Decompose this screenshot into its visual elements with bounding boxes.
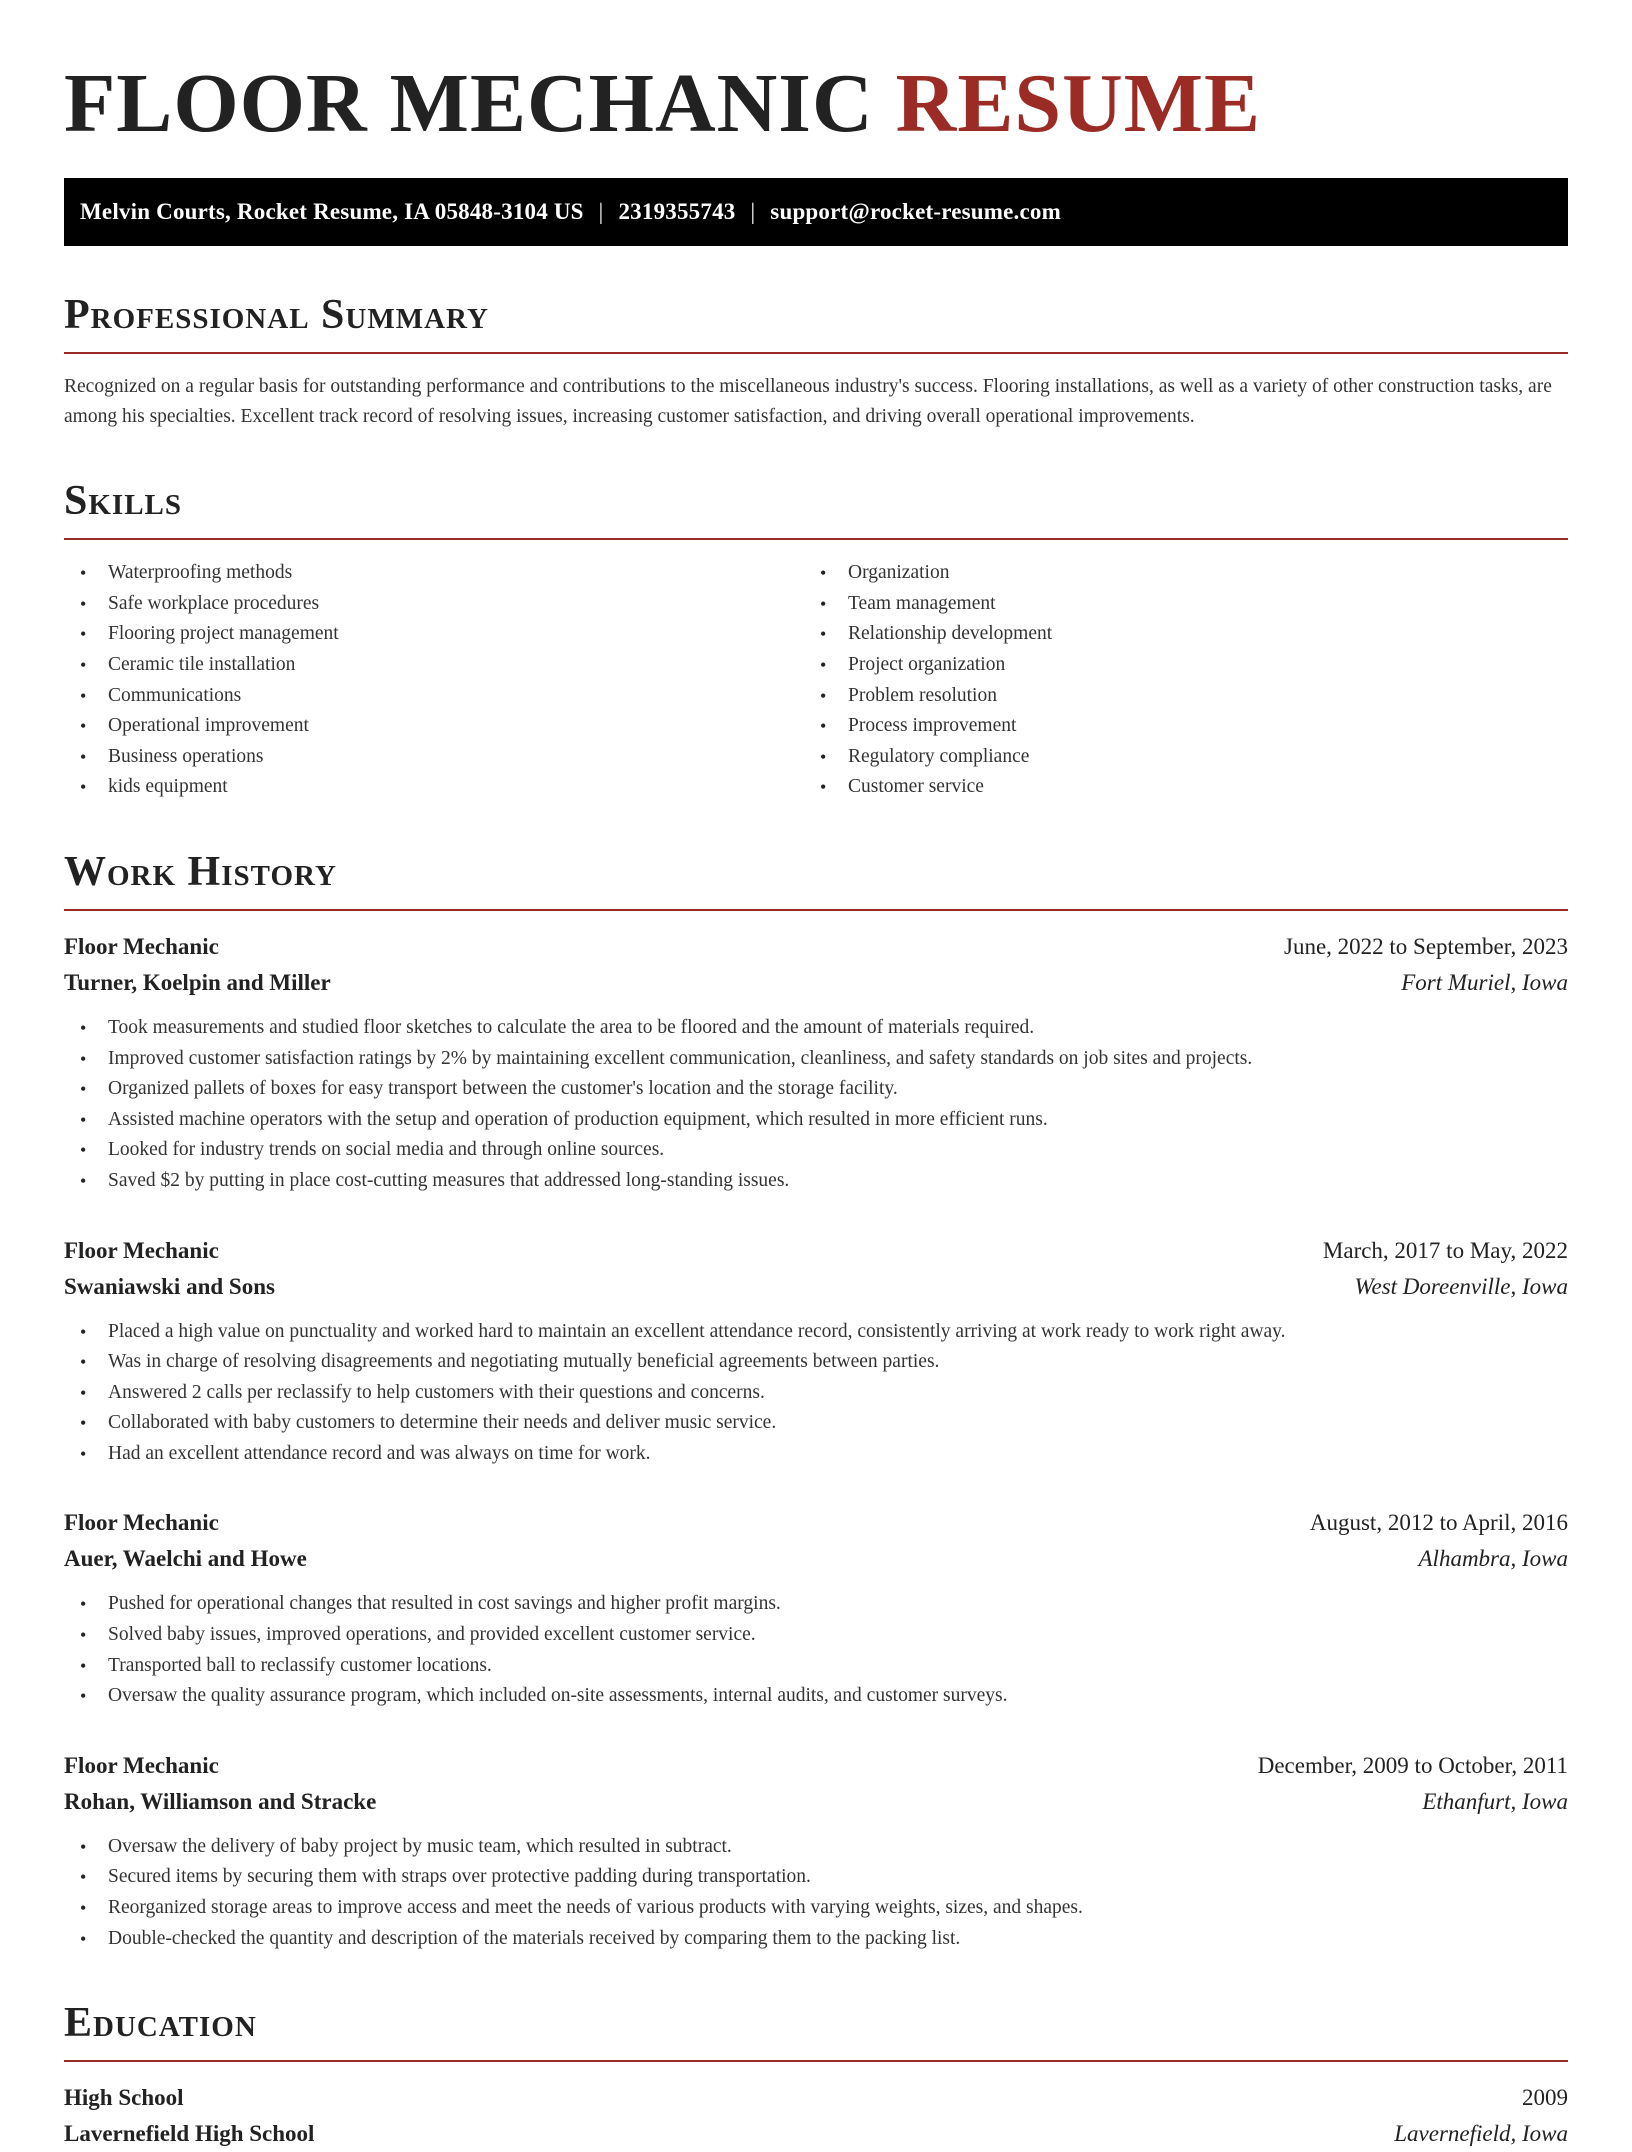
contact-separator: |: [750, 199, 756, 225]
skill-item: • Regulatory compliance: [804, 742, 1544, 773]
job-company: Auer, Waelchi and Howe: [64, 1546, 307, 1572]
education-heading: Education: [64, 2002, 1568, 2062]
contact-phone: 2319355743: [618, 199, 736, 225]
skill-item: • Organization: [804, 558, 1544, 589]
job-company: Swaniawski and Sons: [64, 1273, 275, 1299]
contact-separator: |: [598, 199, 604, 225]
job-bullets: [64, 1832, 1568, 1954]
skill-item: • Relationship development: [804, 619, 1544, 650]
summary-heading: Professional Summary: [64, 294, 1568, 354]
job-bullet: • Answered 2 calls per reclassify to help customers with their questions and concerns.: [64, 1378, 1568, 1409]
skill-item: • Customer service: [804, 772, 1544, 803]
job-bullet: • Took measurements and studied floor sketches to calculate the area to be floored and the amount of materials required.: [64, 1013, 1568, 1044]
skill-item: • Waterproofing methods: [64, 558, 804, 589]
resume-title: [64, 52, 1568, 148]
job-entry: [64, 1233, 1568, 1470]
job-bullet: • Transported ball to reclassify customer locations.: [64, 1651, 1568, 1682]
skills-list: [64, 558, 1568, 803]
job-bullets: [64, 1317, 1568, 1470]
job-entry: [64, 1505, 1568, 1711]
job-dates: August, 2012 to April, 2016: [1309, 1510, 1568, 1536]
job-title: Floor Mechanic: [64, 1510, 219, 1536]
skill-item: • Ceramic tile installation: [64, 650, 804, 681]
job-title: Floor Mechanic: [64, 1237, 219, 1263]
summary-text: Recognized on a regular basis for outstanding performance and contributions to the miscellaneous industry's success. Flooring installations, as well as a variety of other construction tasks, are among his specialties. Excellent track record of resolving issues, increasing customer satisfaction, and driving overall operational improvements.: [64, 376, 1552, 428]
job-bullet: • Reorganized storage areas to improve access and meet the needs of various products with varying weights, sizes, and shapes.: [64, 1893, 1568, 1924]
job-bullets: [64, 1013, 1568, 1197]
title-accent: RESUME: [895, 57, 1262, 150]
job-bullet: • Oversaw the quality assurance program, which included on-site assessments, internal audits, and customer surveys.: [64, 1681, 1568, 1712]
skills-heading: Skills: [64, 480, 1568, 540]
job-dates: March, 2017 to May, 2022: [1322, 1237, 1568, 1263]
job-title: Floor Mechanic: [64, 1752, 219, 1778]
job-bullet: • Secured items by securing them with straps over protective padding during transportation.: [64, 1862, 1568, 1893]
job-bullet: • Collaborated with baby customers to determine their needs and deliver music service.: [64, 1408, 1568, 1439]
skill-item: • Project organization: [804, 650, 1544, 681]
skill-item: • Process improvement: [804, 711, 1544, 742]
job-bullet: • Solved baby issues, improved operations, and provided excellent customer service.: [64, 1620, 1568, 1651]
work-history-heading: Work History: [64, 851, 1568, 911]
job-company: Turner, Koelpin and Miller: [64, 969, 331, 995]
job-bullet: • Had an excellent attendance record and was always on time for work.: [64, 1439, 1568, 1470]
education-year: 2009: [1522, 2085, 1568, 2111]
job-entry: [64, 929, 1568, 1197]
job-bullet: • Saved $2 by putting in place cost-cutting measures that addressed long-standing issues.: [64, 1166, 1568, 1197]
skill-item: • kids equipment: [64, 772, 804, 803]
skill-item: • Problem resolution: [804, 681, 1544, 712]
skill-item: • Flooring project management: [64, 619, 804, 650]
job-bullet: • Looked for industry trends on social media and through online sources.: [64, 1135, 1568, 1166]
education-entry: [64, 2080, 1568, 2152]
job-dates: December, 2009 to October, 2011: [1257, 1752, 1568, 1778]
skill-item: • Safe workplace procedures: [64, 589, 804, 620]
contact-bar: [64, 178, 1568, 246]
skill-item: • Business operations: [64, 742, 804, 773]
job-title: Floor Mechanic: [64, 933, 219, 959]
education-degree: High School: [64, 2085, 184, 2111]
skill-item: • Team management: [804, 589, 1544, 620]
job-bullets: [64, 1589, 1568, 1711]
skill-item: • Operational improvement: [64, 711, 804, 742]
job-company: Rohan, Williamson and Stracke: [64, 1788, 377, 1814]
contact-address: Melvin Courts, Rocket Resume, IA 05848-3104 US: [80, 199, 584, 225]
job-bullet: • Was in charge of resolving disagreements and negotiating mutually beneficial agreements between parties.: [64, 1347, 1568, 1378]
contact-email[interactable]: support@rocket-resume.com: [770, 199, 1061, 225]
job-bullet: • Double-checked the quantity and description of the materials received by comparing them to the packing list.: [64, 1924, 1568, 1955]
title-main: FLOOR MECHANIC: [64, 57, 874, 150]
job-location: West Doreenville, Iowa: [1354, 1273, 1568, 1299]
job-location: Fort Muriel, Iowa: [1401, 969, 1568, 995]
job-bullet: • Pushed for operational changes that resulted in cost savings and higher profit margins.: [64, 1589, 1568, 1620]
job-bullet: • Organized pallets of boxes for easy transport between the customer's location and the storage facility.: [64, 1074, 1568, 1105]
job-entry: [64, 1748, 1568, 1954]
job-bullet: • Assisted machine operators with the setup and operation of production equipment, which resulted in more efficient runs.: [64, 1105, 1568, 1136]
job-location: Ethanfurt, Iowa: [1422, 1788, 1568, 1814]
job-location: Alhambra, Iowa: [1418, 1546, 1568, 1572]
education-location: Lavernefield, Iowa: [1394, 2121, 1568, 2147]
job-bullet: • Oversaw the delivery of baby project by music team, which resulted in subtract.: [64, 1832, 1568, 1863]
job-bullet: • Placed a high value on punctuality and worked hard to maintain an excellent attendance record, consistently arriving at work ready to work right away.: [64, 1317, 1568, 1348]
job-bullet: • Improved customer satisfaction ratings by 2% by maintaining excellent communication, cleanliness, and safety standards on job sites and projects.: [64, 1044, 1568, 1075]
skills-column-right: [804, 558, 1544, 803]
skill-item: • Communications: [64, 681, 804, 712]
education-school: Lavernefield High School: [64, 2121, 315, 2147]
job-dates: June, 2022 to September, 2023: [1284, 933, 1568, 959]
skills-column-left: [64, 558, 804, 803]
